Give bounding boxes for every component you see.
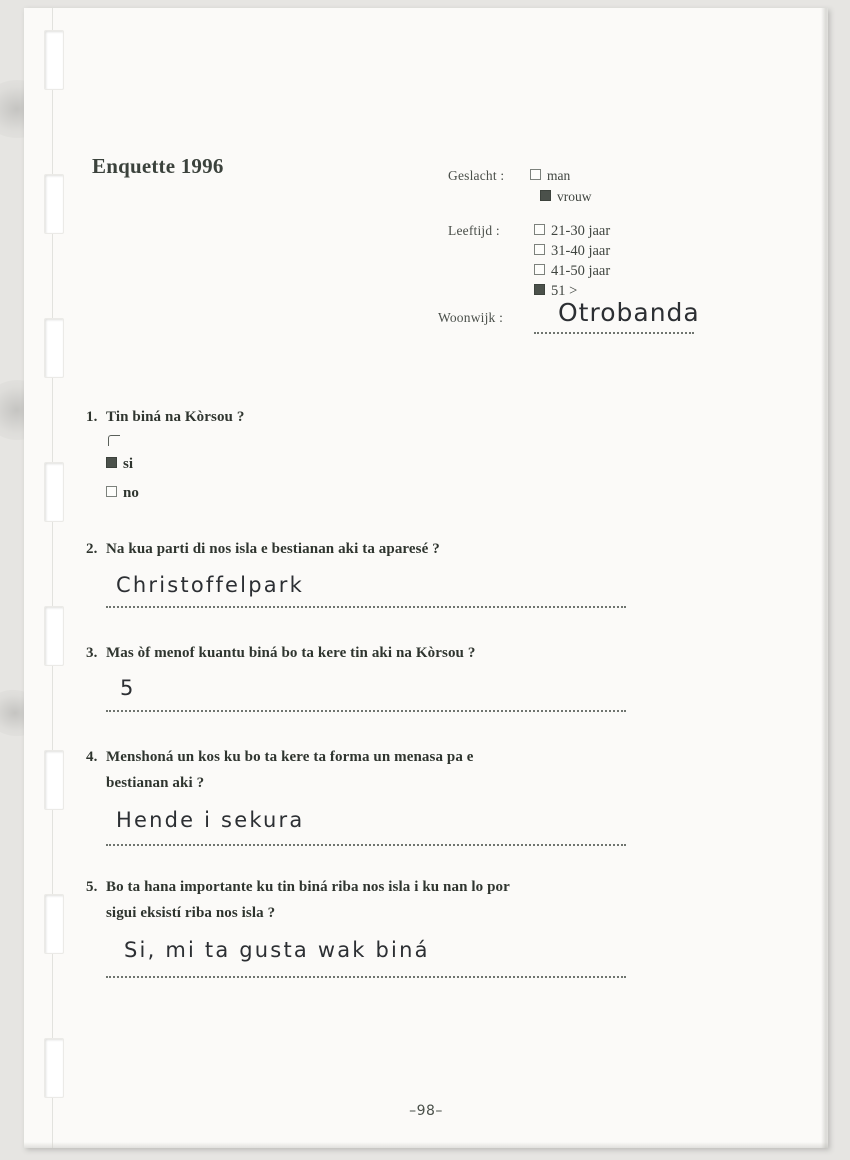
question-5-answer-handwritten: Si, mi ta gusta wak biná	[124, 938, 430, 962]
question-3-answer-line[interactable]	[106, 694, 626, 712]
age-option-51-plus-label: 51 >	[551, 283, 578, 299]
age-option-41-50[interactable]	[534, 263, 610, 280]
age-option-21-30[interactable]	[534, 223, 610, 240]
question-1-number: 1.	[86, 409, 98, 425]
question-4	[86, 744, 586, 796]
age-option-31-40[interactable]	[534, 243, 610, 260]
checkbox-man[interactable]	[530, 169, 541, 180]
checkbox-age-31-40[interactable]	[534, 244, 545, 255]
checkbox-age-21-30[interactable]	[534, 224, 545, 235]
question-4-number: 4.	[86, 749, 98, 765]
checkbox-vrouw[interactable]	[540, 190, 551, 201]
checkbox-age-51-plus[interactable]	[534, 284, 545, 295]
age-option-21-30-label: 21-30 jaar	[551, 223, 611, 239]
question-4-answer-handwritten: Hende i sekura	[116, 808, 305, 832]
question-1-text: Tin biná na Kòrsou ?	[106, 409, 245, 425]
question-3	[86, 640, 626, 666]
question-5-text-line2: sigui eksistí riba nos isla ?	[106, 905, 276, 921]
document-title: Enquette 1996	[92, 154, 224, 178]
question-3-text: Mas òf menof kuantu biná bo ta kere tin aki na Kòrsou ?	[106, 645, 476, 661]
question-1-option-si-label: si	[123, 456, 134, 472]
checkbox-no[interactable]	[106, 486, 117, 497]
gender-option-man-label: man	[547, 168, 571, 183]
question-1-option-si[interactable]	[106, 456, 133, 473]
question-5-number: 5.	[86, 879, 98, 895]
age-label: Leeftijd :	[448, 223, 500, 238]
question-4-text-line2: bestianan aki ?	[106, 775, 205, 791]
age-option-41-50-label: 41-50 jaar	[551, 263, 611, 279]
question-2	[86, 536, 606, 562]
question-3-answer-handwritten: 5	[120, 676, 136, 700]
district-answer-handwritten: Otrobanda	[558, 298, 700, 327]
checkbox-age-41-50[interactable]	[534, 264, 545, 275]
question-4-text-line1: Menshoná un kos ku bo ta kere ta forma un menasa pa e	[106, 749, 474, 765]
question-1-option-no[interactable]	[106, 485, 139, 502]
question-2-text: Na kua parti di nos isla e bestianan aki ta aparesé ?	[106, 541, 440, 557]
checkbox-si[interactable]	[106, 457, 117, 468]
gender-option-man[interactable]	[530, 168, 570, 184]
gender-option-vrouw-label: vrouw	[557, 189, 592, 204]
page-number: –98–	[409, 1103, 443, 1119]
gender-option-vrouw[interactable]	[540, 189, 592, 205]
district-label: Woonwijk :	[438, 310, 504, 325]
question-1	[86, 404, 506, 430]
question-5	[86, 874, 646, 926]
question-2-number: 2.	[86, 541, 98, 557]
question-5-answer-line[interactable]	[106, 960, 626, 978]
question-3-number: 3.	[86, 645, 98, 661]
question-1-option-no-label: no	[123, 485, 139, 501]
question-5-text-line1: Bo ta hana importante ku tin biná riba nos isla i ku nan lo por	[106, 879, 510, 895]
stray-pen-mark	[108, 435, 120, 446]
paper-sheet	[24, 8, 828, 1148]
age-option-31-40-label: 31-40 jaar	[551, 243, 611, 259]
gender-label: Geslacht :	[448, 168, 505, 183]
question-2-answer-handwritten: Christoffelpark	[116, 573, 304, 597]
